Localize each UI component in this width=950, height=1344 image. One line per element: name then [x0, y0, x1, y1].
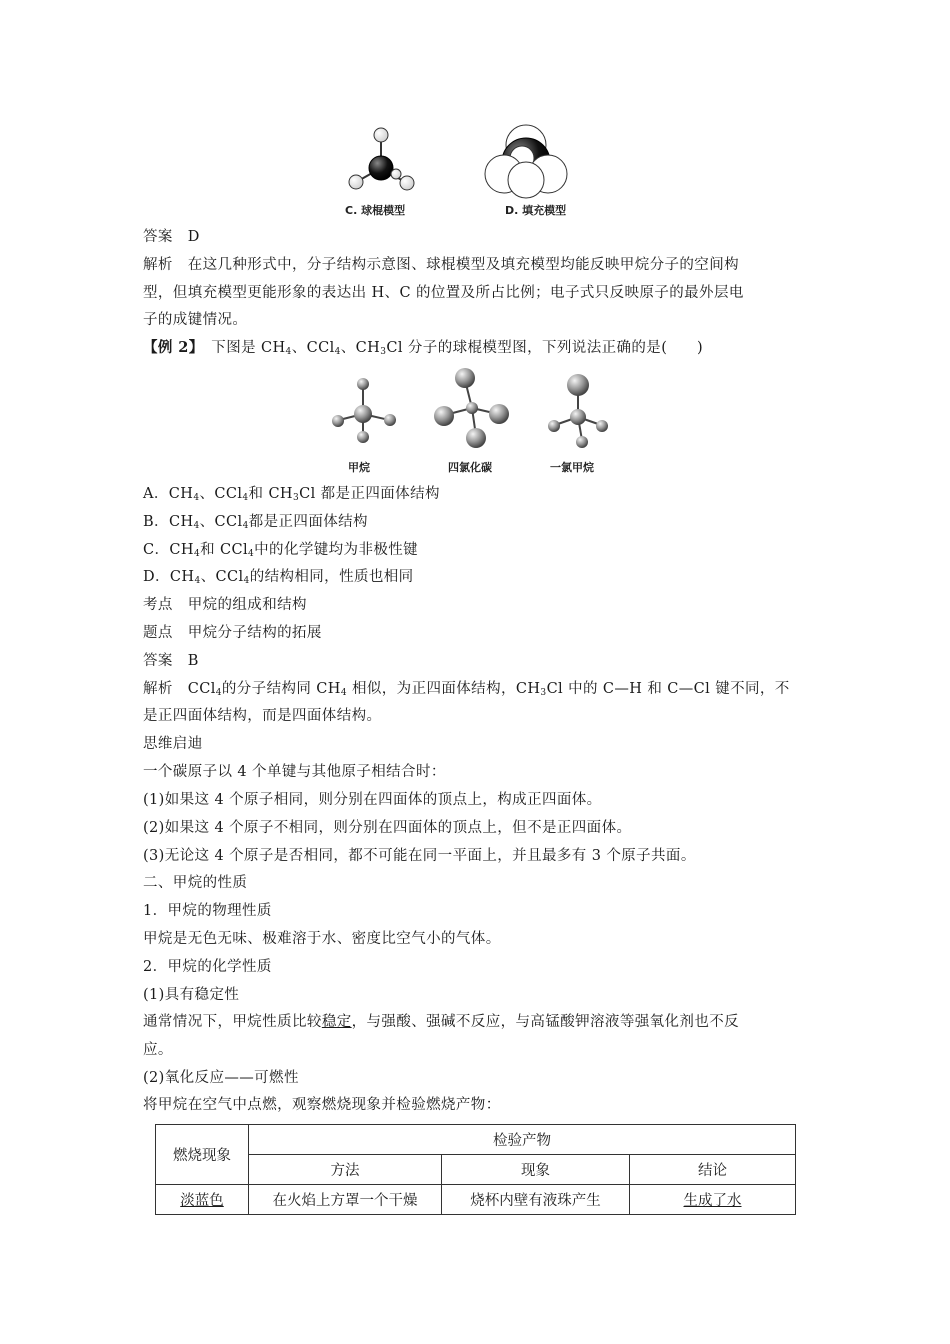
physical-properties-text: 甲烷是无色无味、极难溶于水、密度比空气小的气体。	[143, 931, 501, 947]
caption-ch3cl: 一氯甲烷	[550, 461, 594, 474]
option-c: C．$CH_4$和 CCl$_4$中的化学键均为非极性键	[143, 542, 419, 559]
thinking-item-3: (3)无论这 4 个原子是否相同，都不可能在同一平面上，并且最多有 3 个原子共面。	[143, 848, 696, 864]
section-title: 二、甲烷的性质	[143, 875, 248, 891]
thinking-intro: 一个碳原子以 4 个单键与其他原子相结合时：	[143, 764, 446, 780]
methane-models-figure	[330, 120, 610, 200]
cell-observation: 烧杯内壁有液珠产生	[442, 1185, 630, 1215]
thinking-title: 思维启迪	[143, 736, 203, 752]
cell-method: 在火焰上方罩一个干燥	[249, 1185, 442, 1215]
answer-1: 答案 D	[143, 229, 200, 245]
item-stability: (1)具有稳定性	[143, 987, 240, 1003]
answer-2: 答案 B	[143, 653, 199, 669]
caption-ball-stick: C. 球棍模型	[345, 204, 406, 217]
methane-model-icon	[332, 378, 396, 443]
molecule-models-figure	[320, 365, 620, 457]
option-b: B．$CH_4$、CCl$_4$都是正四面体结构	[143, 514, 368, 531]
analysis-1-line-2: 型，但填充模型更能形象的表达出 H、C 的位置及所占比例；电子式只反映原子的最外层电	[143, 285, 744, 301]
thinking-item-1: (1)如果这 4 个原子相同，则分别在四面体的顶点上，构成正四面体。	[143, 792, 602, 808]
cell-phenomenon: 淡蓝色	[156, 1185, 249, 1215]
tidian: 题点 甲烷分子结构的拓展	[143, 625, 322, 641]
combustion-table	[155, 1124, 796, 1215]
caption-ccl4: 四氯化碳	[448, 461, 492, 474]
option-a: A．$CH_4$、CCl$_4$和 $CH_3Cl$ 都是正四面体结构	[143, 486, 440, 503]
stability-text-line-1: 通常情况下，甲烷性质比较稳定，与强酸、强碱不反应，与高锰酸钾溶液等强氧化剂也不反	[143, 1014, 740, 1030]
analysis-1-line-3: 子的成键情况。	[143, 312, 248, 328]
stability-text-line-2: 应。	[143, 1042, 173, 1058]
subsection-chemical: 2．甲烷的化学性质	[143, 959, 272, 975]
option-d: D．$CH_4$、CCl$_4$的结构相同，性质也相同	[143, 569, 414, 586]
example-2-question: 【例 2】 下图是 $CH_4$、CCl$_4$、$CH_3Cl$ 分子的球棍模型图，下列说法正确的是( )	[143, 339, 704, 357]
header-method: 方法	[249, 1155, 442, 1185]
carbon-tetrachloride-model-icon	[434, 368, 509, 448]
header-check-product: 检验产物	[249, 1125, 796, 1155]
chloromethane-model-icon	[548, 374, 608, 448]
experiment-intro: 将甲烷在空气中点燃，观察燃烧现象并检验燃烧产物：	[143, 1097, 501, 1113]
caption-methane: 甲烷	[348, 461, 370, 474]
subsection-physical: 1．甲烷的物理性质	[143, 903, 272, 919]
caption-space-filling: D. 填充模型	[505, 204, 567, 217]
kaodian: 考点 甲烷的组成和结构	[143, 597, 307, 613]
header-observation: 现象	[442, 1155, 630, 1185]
header-conclusion: 结论	[630, 1155, 796, 1185]
underlined-answer: 稳定	[321, 1014, 352, 1030]
example-label: 【例 2】	[143, 339, 197, 356]
analysis-1-line-1: 解析 在这几种形式中，分子结构示意图、球棍模型及填充模型均能反映甲烷分子的空间构	[143, 257, 739, 273]
analysis-2-line-1: 解析 CCl$_4$的分子结构同 $CH_4$ 相似，为正四面体结构，$CH_3Cl$ 中的 C—H 和 C—Cl 键不同，不	[143, 681, 790, 698]
header-phenomenon: 燃烧现象	[156, 1125, 249, 1185]
item-oxidation: (2)氧化反应——可燃性	[143, 1070, 299, 1086]
ball-stick-model-icon	[349, 128, 414, 190]
cell-conclusion: 生成了水	[630, 1185, 796, 1215]
space-filling-model-icon	[485, 125, 567, 198]
analysis-2-line-2: 是正四面体结构，而是四面体结构。	[143, 708, 382, 724]
thinking-item-2: (2)如果这 4 个原子不相同，则分别在四面体的顶点上，但不是正四面体。	[143, 820, 632, 836]
